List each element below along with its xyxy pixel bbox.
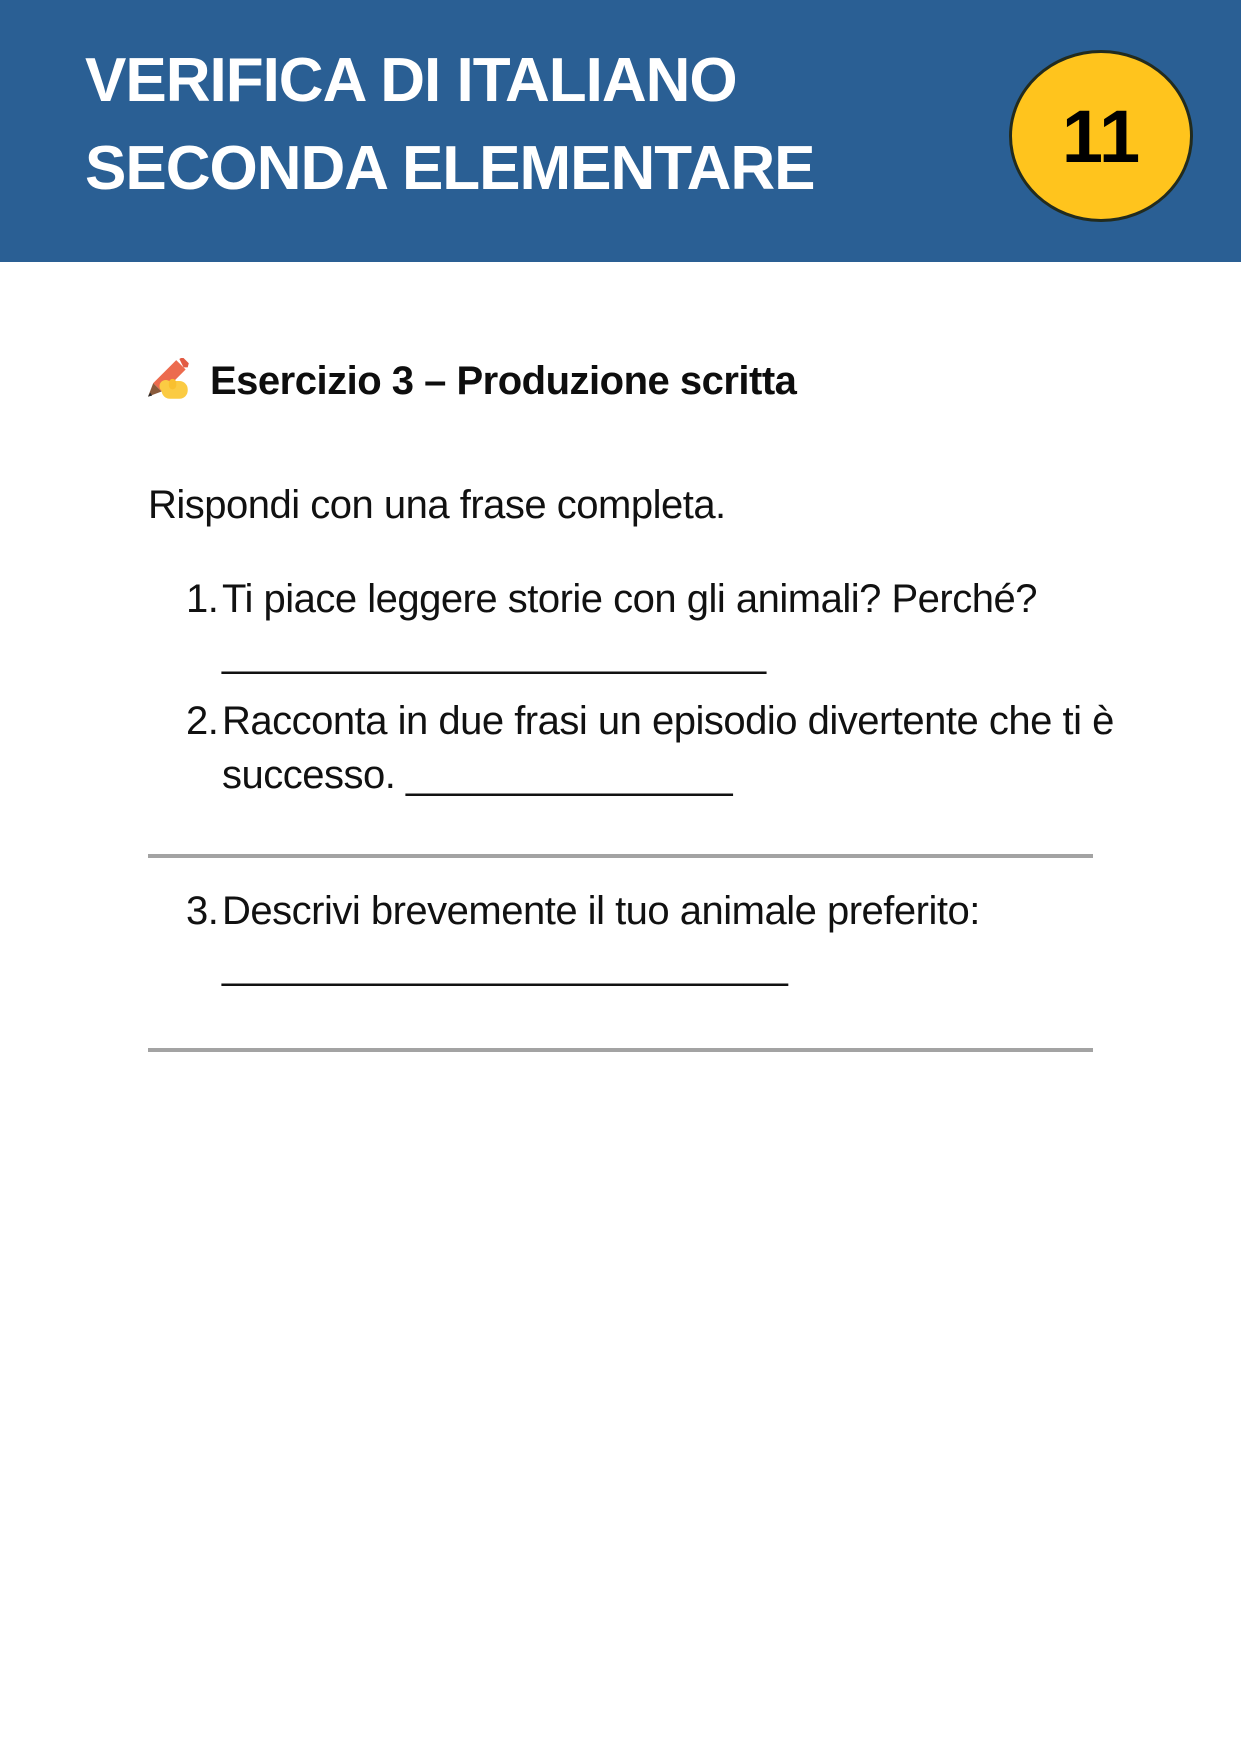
page-number-badge (1009, 50, 1193, 222)
question-1-line1: Ti piace leggere storie con gli animali? Perché? (222, 577, 1037, 621)
question-2-line1: Racconta in due frasi un episodio divertente che ti è (222, 699, 1114, 743)
section-divider-1 (148, 854, 1093, 858)
worksheet-content (0, 358, 1241, 1052)
question-1-number: 1. (186, 577, 219, 621)
question-1-answer-blank: _________________________ (222, 631, 766, 675)
question-3-number: 3. (186, 889, 219, 933)
question-1-text (222, 572, 1037, 680)
writing-hand-icon (148, 358, 194, 404)
question-2-answer-blank: successo. _______________ (222, 753, 733, 797)
page-title-line1: VERIFICA DI ITALIANO (85, 46, 737, 115)
question-2-text (222, 694, 1114, 802)
question-1 (186, 572, 1093, 680)
section-divider-2 (148, 1048, 1093, 1052)
exercise-instructions: Rispondi con una frase completa. (148, 483, 726, 527)
question-3 (186, 884, 1093, 992)
question-3-text (222, 884, 980, 992)
exercise-heading (148, 358, 1093, 404)
exercise-heading-label: Esercizio 3 – Produzione scritta (210, 358, 797, 403)
question-3-line1: Descrivi brevemente il tuo animale preferito: (222, 889, 980, 933)
question-3-answer-blank: __________________________ (222, 943, 788, 987)
page-title-line2: SECONDA ELEMENTARE (85, 134, 815, 203)
question-2-number: 2. (186, 699, 219, 743)
page-number: 11 (1061, 94, 1141, 178)
question-2 (186, 694, 1114, 802)
header-banner (0, 0, 1241, 262)
